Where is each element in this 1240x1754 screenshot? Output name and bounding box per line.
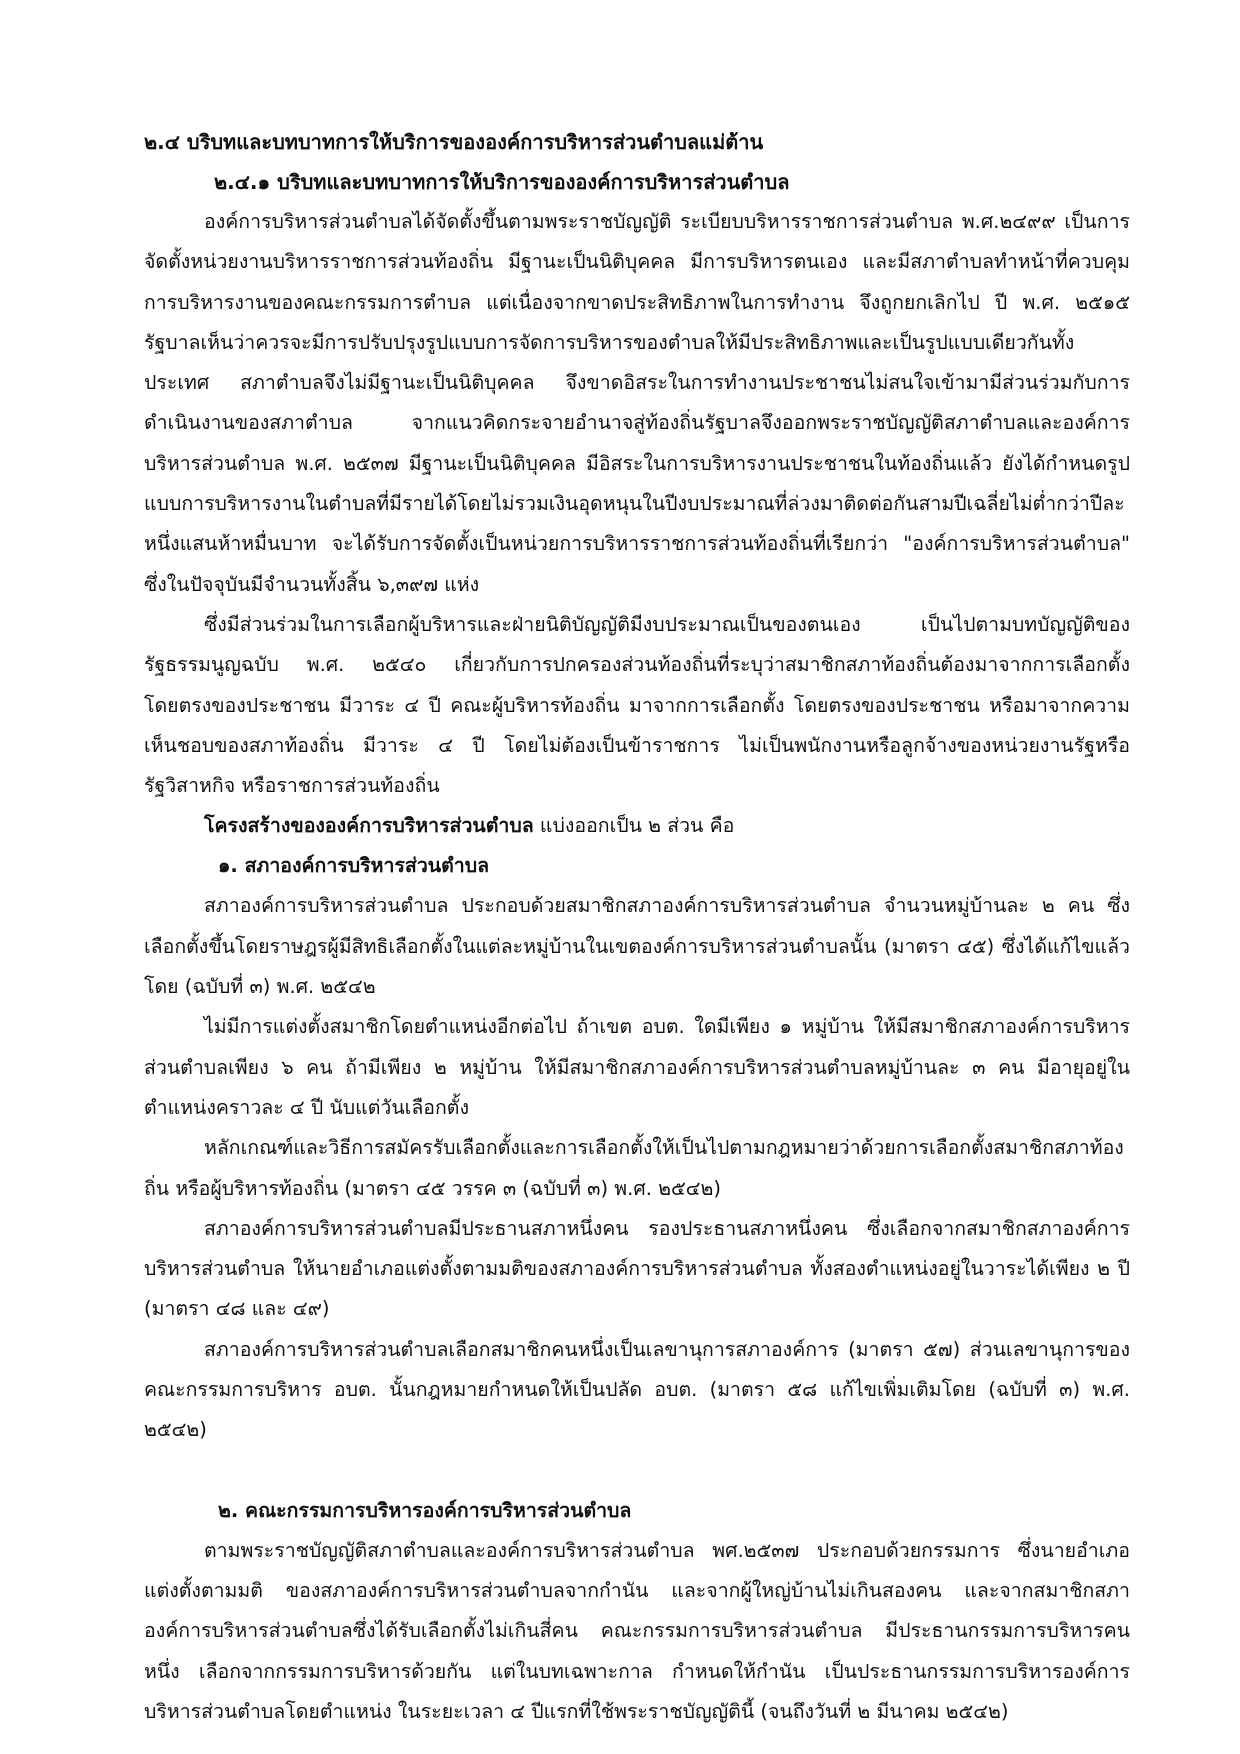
paragraph-council-members: สภาองค์การบริหารส่วนตำบล ประกอบด้วยสมาชิกสภาองค์การบริหารส่วนตำบล จำนวนหมู่บ้านละ ๒ คน ซึ่งเลือกตั้งขึ้นโดยราษฎรผู้มีสิทธิเลือกตั้งในแต่ละหมู่บ้านในเขตองค์การบริหารส่วนตำบลนั้น (มาตรา ๔๕) ซึ่งได้แก้ไขแล้วโดย (ฉบับที่ ๓) พ.ศ. ๒๕๔๒ xyxy=(144,894,1130,999)
paragraph-secretary: สภาองค์การบริหารส่วนตำบลเลือกสมาชิกคนหนึ่งเป็นเลขานุการสภาองค์การ (มาตรา ๕๗) ส่วนเลขานุการของคณะกรรมการบริหาร อบต. นั้นกฎหมายกำหนดให้เป็นปลัด อบต. (มาตรา ๕๘ แก้ไขเพิ่มเติมโดย (ฉบับที่ ๓) พ.ศ. ๒๕๔๒) xyxy=(144,1337,1130,1442)
structure-rest: แบ่งออกเป็น ๒ ส่วน คือ xyxy=(533,814,735,838)
paragraph-no-appointment: ไม่มีการแต่งตั้งสมาชิกโดยตำแหน่งอีกต่อไป ถ้าเขต อบต. ใดมีเพียง ๑ หมู่บ้าน ให้มีสมาชิกสภาองค์การบริหารส่วนตำบลเพียง ๖ คน ถ้ามีเพียง ๒ หมู่บ้าน ให้มีสมาชิกสภาองค์การบริหารส่วนตำบลหมู่บ้านละ ๓ คน มีอายุอยู่ในตำแหน่งคราวละ ๔ ปี นับแต่วันเลือกตั้ง xyxy=(144,1015,1130,1119)
sub-heading-executive: ๒. คณะกรรมการบริหารองค์การบริหารส่วนตำบล xyxy=(218,1498,632,1522)
structure-line xyxy=(144,806,1130,846)
section-heading: ๒.๔ บริบทและบทบาทการให้บริการขององค์การบริหารส่วนตำบลแม่ต้าน xyxy=(144,130,764,154)
paragraph-background: องค์การบริหารส่วนตำบลได้จัดตั้งขึ้นตามพระราชบัญญัติ ระเบียบบริหารราชการส่วนตำบล พ.ศ.๒๔๙๙ เป็นการจัดตั้งหน่วยงานบริหารราชการส่วนท้องถิ่น มีฐานะเป็นนิติบุคคล มีการบริหารตนเอง และมีสภาตำบลทำหน้าที่ควบคุมการบริหารงานของคณะกรรมการตำบล แต่เนื่องจากขาดประสิทธิภาพในการทำงาน จึงถูกยกเลิกไป ปี พ.ศ. ๒๕๑๕ รัฐบาลเห็นว่าควรจะมีการปรับปรุงรูปแบบการจัดการบริหารของตำบลให้มีประสิทธิภาพและเป็นรูปแบบเดียวกันทั้งประเทศ สภาตำบลจึงไม่มีฐานะเป็นนิติบุคคล จึงขาดอิสระในการทำงานประชาชนไม่สนใจเข้ามามีส่วนร่วมกับการดำเนินงานของสภาตำบล จากแนวคิดกระจายอำนาจสู่ท้องถิ่นรัฐบาลจึงออกพระราชบัญญัติสภาตำบลและองค์การบริหารส่วนตำบล พ.ศ. ๒๕๓๗ มีฐานะเป็นนิติบุคคล มีอิสระในการบริหารงานประชาชนในท้องถิ่นแล้ว ยังได้กำหนดรูปแบบการบริหารงานในตำบลที่มีรายได้โดยไม่รวมเงินอุดหนุนในปีงบประมาณที่ล่วงมาติดต่อกันสามปีเฉลี่ยไม่ต่ำกว่าปีละหนึ่งแสนห้าหมื่นบาท จะได้รับการจัดตั้งเป็นหน่วยการบริหารราชการส่วนท้องถิ่นที่เรียกว่า "องค์การบริหารส่วนตำบล" ซึ่งในปัจจุบันมีจำนวนทั้งสิ้น ๖,๓๙๗ แห่ง xyxy=(144,210,1130,596)
subsection-heading: ๒.๔.๑ บริบทและบทบาทการให้บริการขององค์การบริหารส่วนตำบล xyxy=(214,170,790,194)
paragraph-participation: ซึ่งมีส่วนร่วมในการเลือกผู้บริหารและฝ่ายนิติบัญญัติมีงบประมาณเป็นของตนเอง เป็นไปตามบทบัญญัติของรัฐธรรมนูญฉบับ พ.ศ. ๒๕๔๐ เกี่ยวกับการปกครองส่วนท้องถิ่นที่ระบุว่าสมาชิกสภาท้องถิ่นต้องมาจากการเลือกตั้งโดยตรงของประชาชน มีวาระ ๔ ปี คณะผู้บริหารท้องถิ่น มาจากการเลือกตั้ง โดยตรงของประชาชน หรือมาจากความเห็นชอบของสภาท้องถิ่น มีวาระ ๔ ปี โดยไม่ต้องเป็นข้าราชการ ไม่เป็นพนักงานหรือลูกจ้างของหน่วยงานรัฐหรือรัฐวิสาหกิจ หรือราชการส่วนท้องถิ่น xyxy=(144,612,1130,798)
paragraph-executive-committee: ตามพระราชบัญญัติสภาตำบลและองค์การบริหารส่วนตำบล พศ.๒๕๓๗ ประกอบด้วยกรรมการ ซึ่งนายอำเภอแต่งตั้งตามมติ ของสภาองค์การบริหารส่วนตำบลจากกำนัน และจากผู้ใหญ่บ้านไม่เกินสองคน และจากสมาชิกสภาองค์การบริหารส่วนตำบลซึ่งได้รับเลือกตั้งไม่เกินสี่คน คณะกรรมการบริหารส่วนตำบล มีประธานกรรมการบริหารคนหนึ่ง เลือกจากกรรมการบริหารด้วยกัน แต่ในบทเฉพาะกาล กำหนดให้กำนัน เป็นประธานกรรมการบริหารองค์การบริหารส่วนตำบลโดยตำแหน่ง ในระยะเวลา ๔ ปีแรกที่ใช้พระราชบัญญัตินี้ (จนถึงวันที่ ๒ มีนาคม ๒๕๔๒) xyxy=(144,1538,1130,1723)
paragraph-council-chair: สภาองค์การบริหารส่วนตำบลมีประธานสภาหนึ่งคน รองประธานสภาหนึ่งคน ซึ่งเลือกจากสมาชิกสภาองค์การบริหารส่วนตำบล ให้นายอำเภอแต่งตั้งตามมติของสภาองค์การบริหารส่วนตำบล ทั้งสองตำแหน่งอยู่ในวาระได้เพียง ๒ ปี (มาตรา ๔๘ และ ๔๙) xyxy=(144,1216,1130,1321)
spacer xyxy=(144,1451,1130,1491)
structure-bold: โครงสร้างขององค์การบริหารส่วนตำบล xyxy=(204,814,534,838)
paragraph-election-rules: หลักเกณฑ์และวิธีการสมัครรับเลือกตั้งและการเลือกตั้งให้เป็นไปตามกฎหมายว่าด้วยการเลือกตั้งสมาชิกสภาท้องถิ่น หรือผู้บริหารท้องถิ่น (มาตรา ๔๕ วรรค ๓ (ฉบับที่ ๓) พ.ศ. ๒๕๔๒) xyxy=(144,1136,1124,1200)
sub-heading-council: ๑. สภาองค์การบริหารส่วนตำบล xyxy=(218,854,490,878)
